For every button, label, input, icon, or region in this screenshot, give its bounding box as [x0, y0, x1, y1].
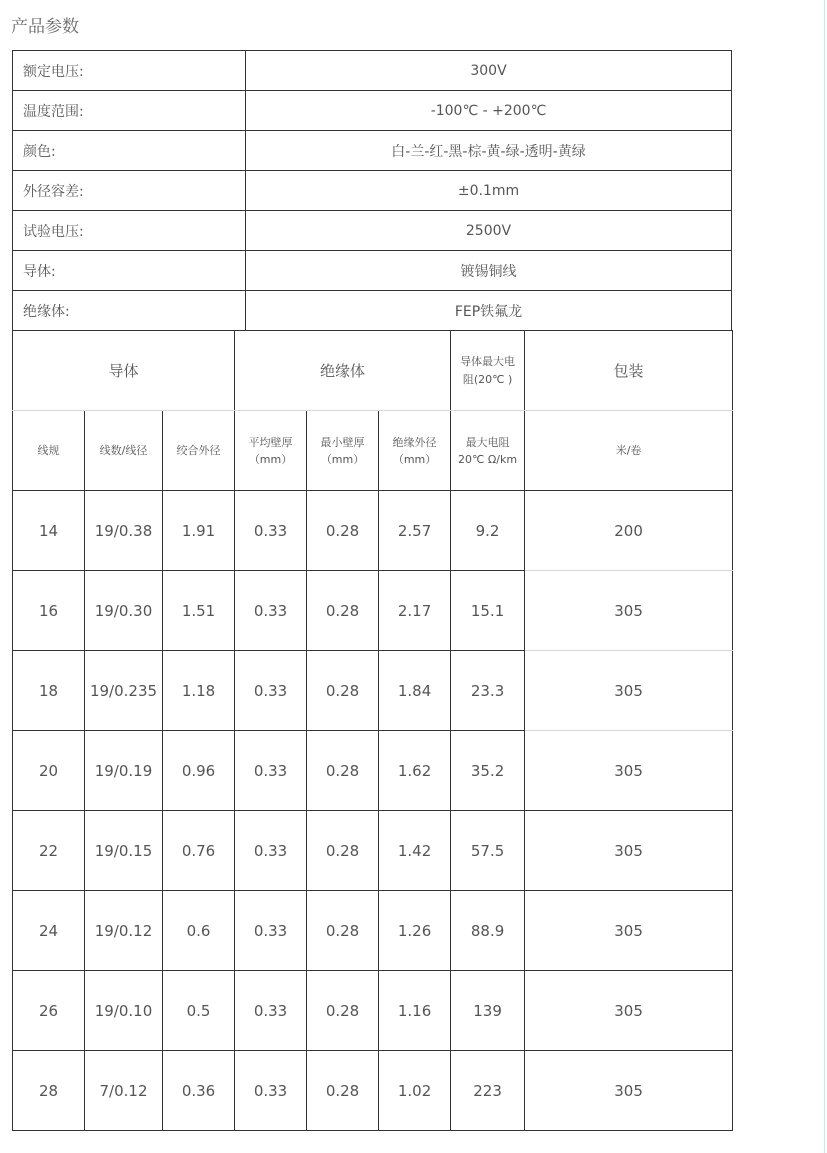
cell-strands: 19/0.15: [85, 811, 163, 891]
group-resistance-line1: 导体最大电: [460, 354, 516, 368]
cell-pack: 305: [525, 811, 733, 891]
cell-min-wall: 0.28: [307, 731, 379, 811]
table-row: [13, 811, 733, 891]
cell-max-res: 88.9: [451, 891, 525, 971]
table-row: [13, 571, 733, 651]
cell-min-wall: 0.28: [307, 891, 379, 971]
spec-value: 镀锡铜线: [246, 251, 732, 291]
col-pack: 米/卷: [525, 411, 733, 491]
group-insulation: 绝缘体: [235, 331, 451, 411]
spec-label: 颜色:: [13, 131, 246, 171]
cell-stranded-od: 0.96: [163, 731, 235, 811]
cell-ins-od: 1.16: [379, 971, 451, 1051]
table-row: [13, 1051, 733, 1131]
cell-gauge: 16: [13, 571, 85, 651]
right-divider: [824, 0, 825, 1153]
table-row: [13, 491, 733, 571]
spec-row: [13, 291, 732, 331]
cell-stranded-od: 1.91: [163, 491, 235, 571]
cell-ins-od: 1.42: [379, 811, 451, 891]
cell-max-res: 15.1: [451, 571, 525, 651]
cell-ins-od: 1.26: [379, 891, 451, 971]
cell-max-res: 23.3: [451, 651, 525, 731]
cell-pack: 305: [525, 1051, 733, 1131]
cell-stranded-od: 0.76: [163, 811, 235, 891]
cell-max-res: 35.2: [451, 731, 525, 811]
cell-min-wall: 0.28: [307, 651, 379, 731]
col-max-res-line1: 最大电阻: [465, 435, 510, 449]
cell-ins-od: 1.62: [379, 731, 451, 811]
cell-avg-wall: 0.33: [235, 491, 307, 571]
col-min-wall-line1: 最小壁厚: [320, 435, 365, 449]
cell-strands: 7/0.12: [85, 1051, 163, 1131]
cell-avg-wall: 0.33: [235, 971, 307, 1051]
cell-gauge: 20: [13, 731, 85, 811]
spec-label: 导体:: [13, 251, 246, 291]
cell-pack: 305: [525, 571, 733, 651]
cell-strands: 19/0.30: [85, 571, 163, 651]
group-resistance: [451, 331, 525, 411]
cell-avg-wall: 0.33: [235, 651, 307, 731]
wire-data-table: [12, 330, 733, 1131]
cell-pack: 200: [525, 491, 733, 571]
cell-strands: 19/0.10: [85, 971, 163, 1051]
cell-avg-wall: 0.33: [235, 811, 307, 891]
cell-stranded-od: 0.6: [163, 891, 235, 971]
cell-avg-wall: 0.33: [235, 1051, 307, 1131]
cell-gauge: 26: [13, 971, 85, 1051]
cell-gauge: 28: [13, 1051, 85, 1131]
cell-gauge: 22: [13, 811, 85, 891]
cell-pack: 305: [525, 971, 733, 1051]
page-title: 产品参数: [11, 17, 79, 37]
cell-stranded-od: 0.36: [163, 1051, 235, 1131]
cell-min-wall: 0.28: [307, 971, 379, 1051]
spec-row: [13, 51, 732, 91]
cell-pack: 305: [525, 651, 733, 731]
spec-value: 2500V: [246, 211, 732, 251]
cell-ins-od: 1.84: [379, 651, 451, 731]
spec-row: [13, 251, 732, 291]
col-ins-od: [379, 411, 451, 491]
spec-value: 300V: [246, 51, 732, 91]
spec-value: FEP铁氟龙: [246, 291, 732, 331]
cell-ins-od: 2.17: [379, 571, 451, 651]
cell-stranded-od: 0.5: [163, 971, 235, 1051]
cell-gauge: 18: [13, 651, 85, 731]
spec-value: -100℃ - +200℃: [246, 91, 732, 131]
group-resistance-line2: 阻(20℃ ): [462, 372, 513, 386]
table-row: [13, 971, 733, 1051]
cell-min-wall: 0.28: [307, 811, 379, 891]
group-conductor: 导体: [13, 331, 235, 411]
col-avg-wall-line1: 平均壁厚: [248, 435, 293, 449]
cell-stranded-od: 1.51: [163, 571, 235, 651]
cell-max-res: 57.5: [451, 811, 525, 891]
col-min-wall-line2: （mm）: [320, 452, 365, 466]
col-ins-od-line1: 绝缘外径: [392, 435, 437, 449]
col-min-wall: [307, 411, 379, 491]
spec-row: [13, 211, 732, 251]
cell-min-wall: 0.28: [307, 491, 379, 571]
spec-value: 白-兰-红-黑-棕-黄-绿-透明-黄绿: [246, 131, 732, 171]
cell-strands: 19/0.235: [85, 651, 163, 731]
col-ins-od-line2: （mm）: [392, 452, 437, 466]
spec-row: [13, 131, 732, 171]
cell-max-res: 223: [451, 1051, 525, 1131]
group-header-row: [13, 331, 733, 411]
cell-max-res: 139: [451, 971, 525, 1051]
spec-row: [13, 171, 732, 211]
spec-label: 试验电压:: [13, 211, 246, 251]
cell-avg-wall: 0.33: [235, 891, 307, 971]
cell-avg-wall: 0.33: [235, 571, 307, 651]
col-stranded-od: 绞合外径: [163, 411, 235, 491]
col-avg-wall-line2: （mm）: [248, 452, 293, 466]
cell-gauge: 24: [13, 891, 85, 971]
cell-max-res: 9.2: [451, 491, 525, 571]
cell-strands: 19/0.12: [85, 891, 163, 971]
cell-pack: 305: [525, 891, 733, 971]
spec-row: [13, 91, 732, 131]
cell-min-wall: 0.28: [307, 1051, 379, 1131]
cell-min-wall: 0.28: [307, 571, 379, 651]
spec-value: ±0.1mm: [246, 171, 732, 211]
spec-label: 绝缘体:: [13, 291, 246, 331]
cell-strands: 19/0.19: [85, 731, 163, 811]
spec-label: 外径容差:: [13, 171, 246, 211]
spec-label: 额定电压:: [13, 51, 246, 91]
col-max-res-line2: 20℃ Ω/km: [458, 452, 518, 466]
cell-pack: 305: [525, 731, 733, 811]
col-avg-wall: [235, 411, 307, 491]
col-max-res: [451, 411, 525, 491]
cell-strands: 19/0.38: [85, 491, 163, 571]
table-row: [13, 731, 733, 811]
group-packaging: 包装: [525, 331, 733, 411]
table-row: [13, 651, 733, 731]
cell-ins-od: 1.02: [379, 1051, 451, 1131]
cell-gauge: 14: [13, 491, 85, 571]
spec-table: [12, 50, 732, 331]
col-strands: 线数/线径: [85, 411, 163, 491]
spec-label: 温度范围:: [13, 91, 246, 131]
cell-ins-od: 2.57: [379, 491, 451, 571]
column-header-row: [13, 411, 733, 491]
col-gauge: 线规: [13, 411, 85, 491]
cell-stranded-od: 1.18: [163, 651, 235, 731]
table-row: [13, 891, 733, 971]
cell-avg-wall: 0.33: [235, 731, 307, 811]
